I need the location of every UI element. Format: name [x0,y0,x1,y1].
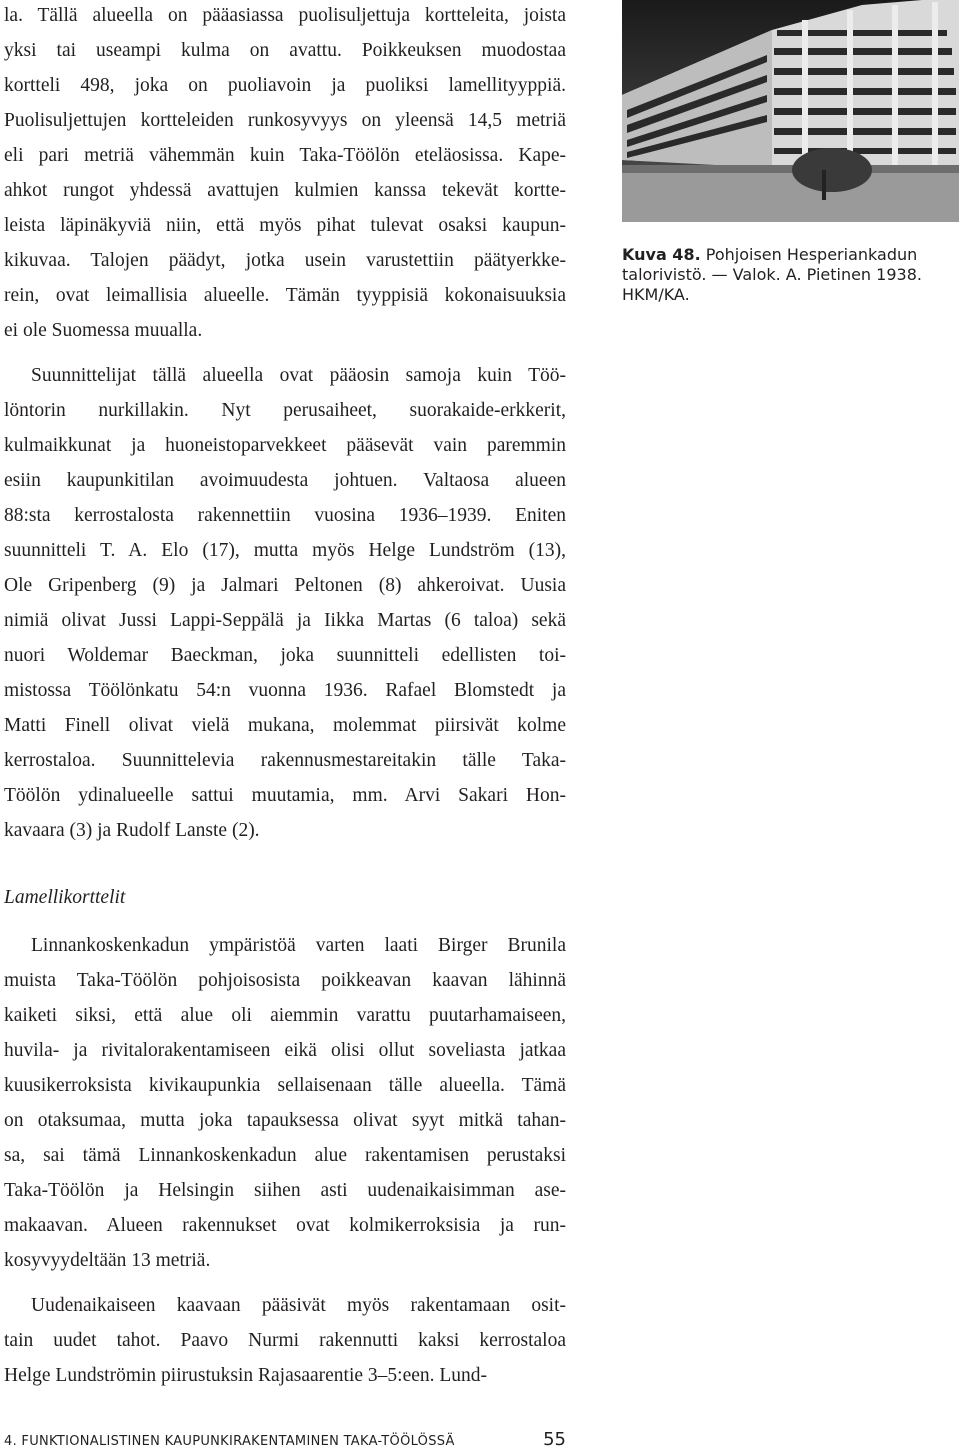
text-line: eli pari metriä vähemmän kuin Taka-Töölön eteläosissa. Kape- [4,145,566,166]
text-line: huvila- ja rivitalorakentamiseen eikä olisi ollut soveliasta jatkaa [4,1040,566,1061]
text-line: löntorin nurkillakin. Nyt perusaiheet, suorakaide-erkkerit, [4,400,566,421]
text-line: makaavan. Alueen rakennukset ovat kolmikerroksisia ja run- [4,1215,566,1236]
text-line: kortteli 498, joka on puoliavoin ja puoliksi lamellityyppiä. [4,75,566,96]
caption-line-2: talorivistö. — Valok. A. Pietinen 1938. [622,265,922,284]
section-heading: Lamellikorttelit [4,887,126,908]
caption-label: Kuva 48. [622,245,701,264]
text-line: ahkot rungot yhdessä avattujen kulmien kanssa tekevät kortte- [4,180,566,201]
text-line: 88:sta kerrostalosta rakennettiin vuosina 1936–1939. Eniten [4,505,566,526]
page-number: 55 [543,1429,566,1450]
text-line: la. Tällä alueella on pääasiassa puolisuljettuja kortteleita, joista [4,5,566,26]
text-line: kavaara (3) ja Rudolf Lanste (2). [4,820,260,841]
text-line: mistossa Töölönkatu 54:n vuonna 1936. Rafael Blomstedt ja [4,680,566,701]
text-line: Taka-Töölön ja Helsingin siihen asti uudenaikaisimman ase- [4,1180,566,1201]
text-line: rein, ovat leimallisia alueelle. Tämän tyyppisiä kokonaisuuksia [4,285,566,306]
text-line: leista läpinäkyviä niin, että myös pihat tulevat osaksi kaupun- [4,215,566,236]
text-line: kaiketi siksi, että alue oli aiemmin varattu puutarhamaiseen, [4,1005,566,1026]
page-footer [4,1431,566,1451]
text-line: nimiä olivat Jussi Lappi-Seppälä ja Iikka Martas (6 taloa) sekä [4,610,566,631]
text-line: muista Taka-Töölön pohjoisosista poikkeavan kaavan lähinnä [4,970,566,991]
text-line: Uudenaikaiseen kaavaan pääsivät myös rakentamaan osit- [31,1295,566,1316]
photo-caption [622,245,957,305]
text-line: ei ole Suomessa muualla. [4,320,203,341]
text-line: suunnitteli T. A. Elo (17), mutta myös Helge Lundström (13), [4,540,566,561]
text-line: Matti Finell olivat vielä mukana, molemmat piirsivät kolme [4,715,566,736]
text-line: Helge Lundströmin piirustuksin Rajasaarentie 3–5:een. Lund- [4,1365,488,1386]
text-line: Suunnittelijat tällä alueella ovat pääosin samoja kuin Töö- [31,365,566,386]
chapter-title: 4. FUNKTIONALISTINEN KAUPUNKIRAKENTAMINEN TAKA-TÖÖLÖSSÄ [4,1434,455,1449]
text-line: kerrostaloa. Suunnittelevia rakennusmestareitakin tälle Taka- [4,750,566,771]
caption-line-1: Pohjoisen Hesperiankadun [705,245,918,264]
building-photo [622,0,959,222]
text-line: kulmaikkunat ja huoneistoparvekkeet pääsevät vain paremmin [4,435,566,456]
text-line: yksi tai useampi kulma on avattu. Poikkeuksen muodostaa [4,40,566,61]
text-line: sa, sai tämä Linnankoskenkadun alue rakentamisen perustaksi [4,1145,566,1166]
text-line: kikuvaa. Talojen päädyt, jotka usein varustettiin päätyerkke- [4,250,566,271]
text-line: on otaksumaa, mutta joka tapauksessa olivat syyt mitkä tahan- [4,1110,566,1131]
text-line: tain uudet tahot. Paavo Nurmi rakennutti kaksi kerrostaloa [4,1330,566,1351]
text-line: nuori Woldemar Baeckman, joka suunnitteli edellisten toi- [4,645,566,666]
text-line: Töölön ydinalueelle sattui muutamia, mm. Arvi Sakari Hon- [4,785,566,806]
text-line: kuusikerroksista kivikaupunkia sellaisenaan tälle alueella. Tämä [4,1075,566,1096]
text-line: Ole Gripenberg (9) ja Jalmari Peltonen (8) ahkeroivat. Uusia [4,575,566,596]
text-line: Puolisuljettujen kortteleiden runkosyvyys on yleensä 14,5 metriä [4,110,566,131]
text-line: esiin kaupunkitilan avoimuudesta johtuen. Valtaosa alueen [4,470,566,491]
text-line: kosyvyydeltään 13 metriä. [4,1250,211,1271]
caption-line-3: HKM/KA. [622,285,690,304]
text-line: Linnankoskenkadun ympäristöä varten laati Birger Brunila [31,935,566,956]
